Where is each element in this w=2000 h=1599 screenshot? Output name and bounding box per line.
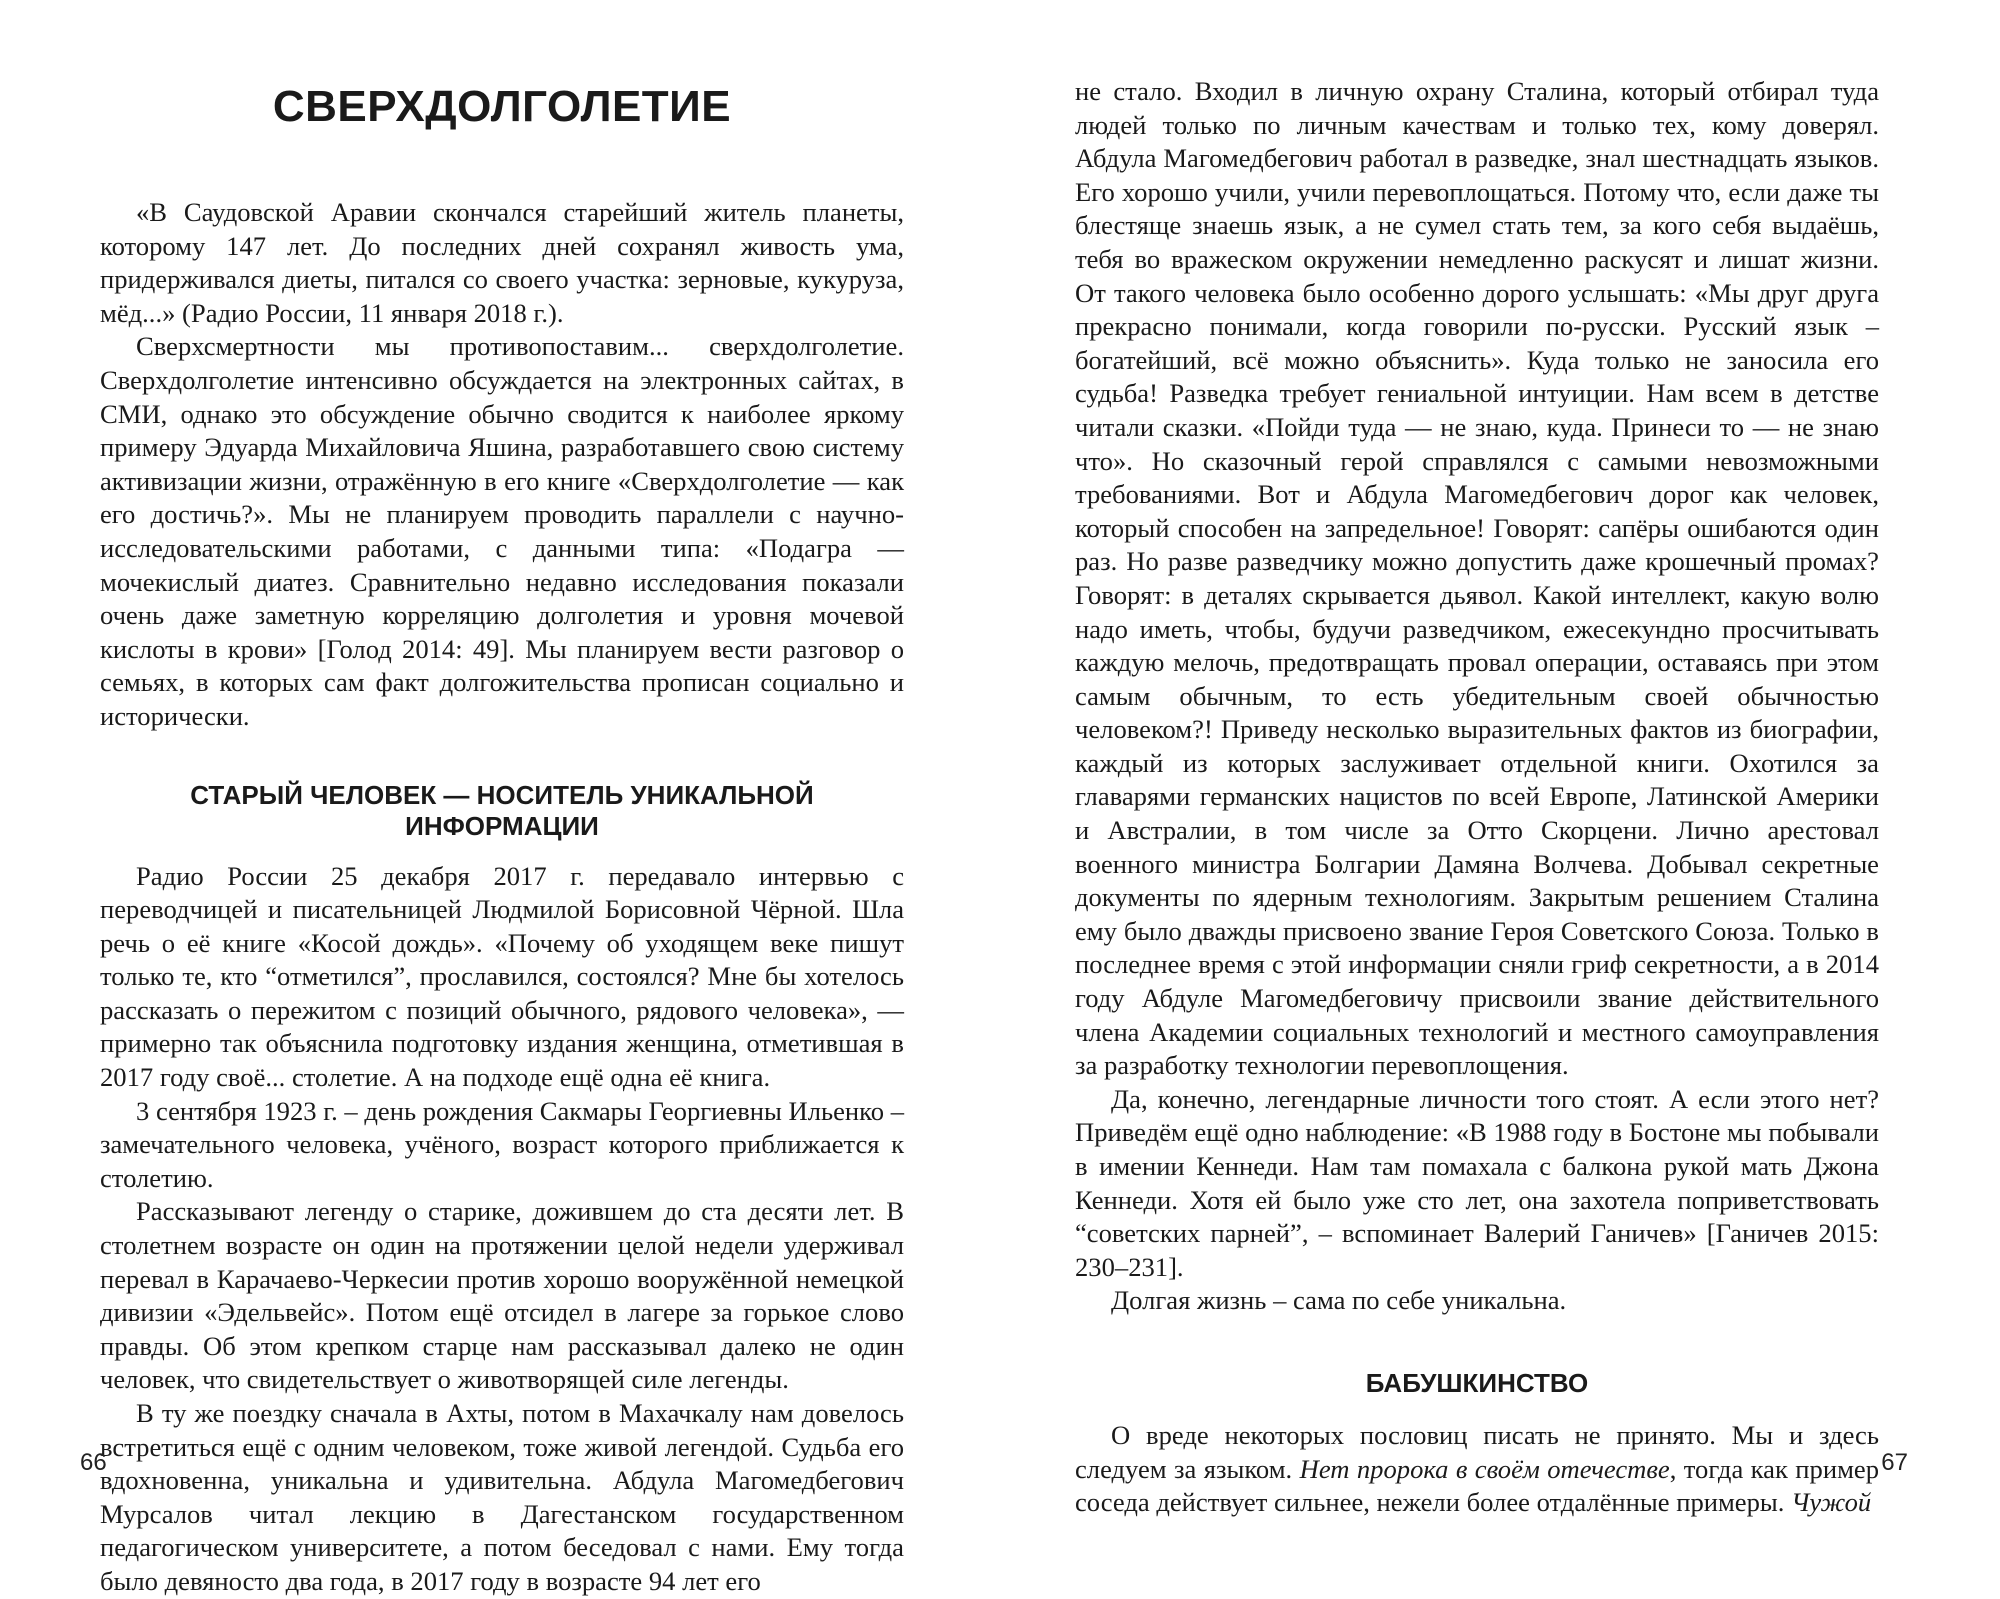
body-paragraph: Радио России 25 декабря 2017 г. передавало интервью с переводчицей и писательницей Людмилой Борисовной Чёрной. Шла речь о её книге «Косой дождь». «Почему об уходящем веке пишут только те, кто “отметился”, прославился, состоялся? Мне бы хотелось рассказать о пережитом с позиций обычного, рядового человека», — примерно так объяснила подготовку издания женщина, отметившая в 2017 году своё... столетие. А на подходе ещё одна её книга.: [100, 860, 904, 1093]
right-page: [1000, 0, 2000, 1519]
chapter-title: СВЕРХДОЛГОЛЕТИЕ: [272, 82, 732, 131]
section-title-old-man: СТАРЫЙ ЧЕЛОВЕК — НОСИТЕЛЬ УНИКАЛЬНОЙ ИНФОРМАЦИИ: [190, 779, 814, 841]
page-number-right: 67: [1881, 1449, 1908, 1476]
body-paragraph: Сверхсмертности мы противопоставим... сверхдолголетие. Сверхдолголетие интенсивно обсуждается на электронных сайтах, в СМИ, однако это обсуждение обычно сводится к наиболее яркому примеру Эдуарда Михайловича Яшина, разработавшего свою систему активизации жизни, отражённую в его книге «Сверхдолголетие — как его достичь?». Мы не планируем проводить параллели с научно-исследовательскими работами, с данными типа: «Подагра — мочекислый диатез. Сравнительно недавно исследования показали очень даже заметную корреляцию долголетия и уровня мочевой кислоты в крови» [Голод 2014: 49]. Мы планируем вести разговор о семьях, в которых сам факт долгожительства прописан социально и исторически.: [100, 331, 904, 731]
proverb-italic: Нет пророка в своём отечестве: [1299, 1453, 1670, 1484]
left-page-text-column: [100, 70, 904, 1599]
body-paragraph: [1075, 1419, 1879, 1520]
body-paragraph: В ту же поездку сначала в Ахты, потом в Махачкалу нам довелось встретиться ещё с одним человеком, тоже живой легендой. Судьба его вдохновенна, уникальна и удивительна. Абдула Магомедбегович Мурсалов читал лекцию в Дагестанском государственном педагогическом университете, а потом беседовал с нами. Ему тогда было девяносто два года, в 2017 году в возрасте 94 лет его: [100, 1398, 904, 1596]
quote-paragraph: «В Саудовской Аравии скончался старейший житель планеты, которому 147 лет. До последних дней сохранял живость ума, придерживался диеты, питался со своего участка: зерновые, кукуруза, мёд...» (Радио России, 11 января 2018 г.).: [100, 197, 904, 328]
right-page-text-column: [1075, 75, 1879, 1520]
left-page: [0, 0, 1000, 1596]
italic-word: Чужой: [1791, 1487, 1872, 1518]
page-number-left: 66: [80, 1449, 107, 1476]
body-paragraph: Рассказывают легенду о старике, дожившем до ста десяти лет. В столетнем возрасте он один на протяжении целой недели удерживал перевал в Карачаево-Черкесии против хорошо вооружённой немецкой дивизии «Эдельвейс». Потом ещё отсидел в лагере за горькое слово правды. Об этом крепком старце нам рассказывал далеко не один человек, что свидетельствует о животворящей силе легенды.: [100, 1196, 904, 1395]
body-paragraph: Да, конечно, легендарные личности того стоят. А если этого нет? Приведём ещё одно наблюдение: «В 1988 году в Бостоне мы побывали в имении Кеннеди. Нам там помахала с балкона рукой мать Джона Кеннеди. Хотя ей было уже сто лет, она захотела поприветствовать “советских парней”, – вспоминает Валерий Ганичев» [Ганичев 2015: 230–231].: [1075, 1083, 1879, 1282]
paragraph-text: , тогда как пример соседа действует сильнее, нежели более отдалённые примеры.: [1075, 1453, 1879, 1518]
section-title-grandmotherhood: БАБУШКИНСТВО: [1365, 1367, 1589, 1398]
continued-paragraph: не стало. Входил в личную охрану Сталина, который отбирал туда людей только по личным качествам и только тех, кому доверял. Абдула Магомедбегович работал в разведке, знал шестнадцать языков. Его хорошо учили, учили перевоплощаться. Потому что, если даже ты блестяще знаешь язык, а не сумел стать тем, за кого себя выдаёшь, тебя во вражеском окружении немедленно раскусят и лишат жизни. От такого человека было особенно дорого услышать: «Мы друг друга прекрасно понимали, когда говорили по-русски. Русский язык – богатейший, всё можно объяснить». Куда только не заносила его судьба! Разведка требует гениальной интуиции. Нам всем в детстве читали сказки. «Пойди туда — не знаю, куда. Принеси то — не знаю что». Но сказочный герой справлялся с самыми невозможными требованиями. Вот и Абдула Магомедбегович дорог как человек, который способен на запредельное! Говорят: сапёры ошибаются один раз. Но разве разведчику можно допустить даже крошечный промах? Говорят: в деталях скрывается дьявол. Какой интеллект, какую волю надо иметь, чтобы, будучи разведчиком, ежесекундно просчитывать каждую мелочь, предотвращать провал операции, оставаясь при этом самым обычным, то есть убедительным своей обычностью человеком?! Приведу несколько выразительных фактов из биографии, каждый из которых заслуживает отдельной книги. Охотился за главарями германских нацистов по всей Европе, Латинской Америки и Австралии, в том числе за Отто Скорцени. Лично арестовал военного министра Болгарии Дамяна Волчева. Добывал секретные документы по ядерным технологиям. Закрытым решением Сталина ему было дважды присвоено звание Героя Советского Союза. Только в последнее время с этой информации сняли гриф секретности, а в 2014 году Абдуле Магомедбеговичу присвоили звание действительного члена Академии социальных технологий и местного самоуправления за разработку технологии перевоплощения.: [1075, 76, 1879, 1081]
body-paragraph: Долгая жизнь – сама по себе уникальна.: [1111, 1285, 1567, 1316]
paragraph-text: О вреде некоторых пословиц писать не принято. Мы и здесь следуем за языком.: [1075, 1419, 1879, 1484]
body-paragraph: 3 сентября 1923 г. – день рождения Сакмары Георгиевны Ильенко – замечательного человека, учёного, возраст которого приближается к столетию.: [100, 1095, 904, 1193]
